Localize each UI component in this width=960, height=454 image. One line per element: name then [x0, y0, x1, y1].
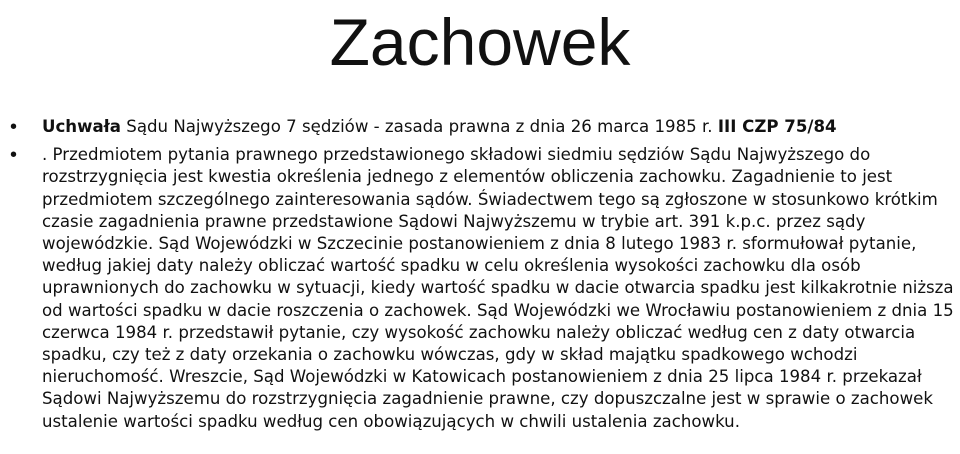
bullet-paragraph: . Przedmiotem pytania prawnego przedstawionego składowi siedmiu sędziów Sądu Najwyższego do rozstrzygnięcia jest kwestia określenia jednego z elementów obliczenia zachowku. Zagadnienie to jest przedmiotem szczególnego zainteresowania sądów. Świadectwem tego są zgłoszone w stosunkowo krótkim czasie zagadnienia prawne przedstawione Sądowi Najwyższemu w trybie art. 391 k.p.c. przez sądy wojewódzkie. Sąd Wojewódzki w Szczecinie postanowieniem z dnia 8 lutego 1983 r. sformułował pytanie, według jakiej daty należy obliczać wartość spadku w celu określenia wysokości zachowku dla osób uprawnionych do zachowku w sytuacji, kiedy wartość spadku w dacie otwarcia spadku jest kilkakrotnie niższa od wartości spadku w dacie roszczenia o zachowek. Sąd Wojewódzki we Wrocławiu postanowieniem z dnia 15 czerwca 1984 r. przedstawił pytanie, czy wysokość zachowku należy obliczać według cen z daty otwarcia spadku, czy też z daty orzekania o zachowku wówczas, gdy w skład majątku spadkowego wchodzi nieruchomość. Wreszcie, Sąd Wojewódzki w Katowicach postanowieniem z dnia 25 lipca 1984 r. przekazał Sądowi Najwyższemu do rozstrzygnięcia zagadnienie prawne, czy dopuszczalne jest w sprawie o zachowek ustalenie wartości spadku według cen obowiązujących w chwili ustalenia zachowku.	[42, 145, 954, 431]
bullet-item-resolution	[10, 116, 955, 138]
bullet-item-description	[10, 144, 955, 433]
bullet-text: Sądu Najwyższego 7 sędziów - zasada prawna z dnia 26 marca 1985 r.	[121, 117, 718, 136]
slide-title: Zachowek	[329, 5, 631, 79]
bullet-list	[10, 116, 955, 439]
case-number: III CZP 75/84	[717, 117, 837, 136]
bullet-bold-prefix: Uchwała	[42, 117, 122, 136]
